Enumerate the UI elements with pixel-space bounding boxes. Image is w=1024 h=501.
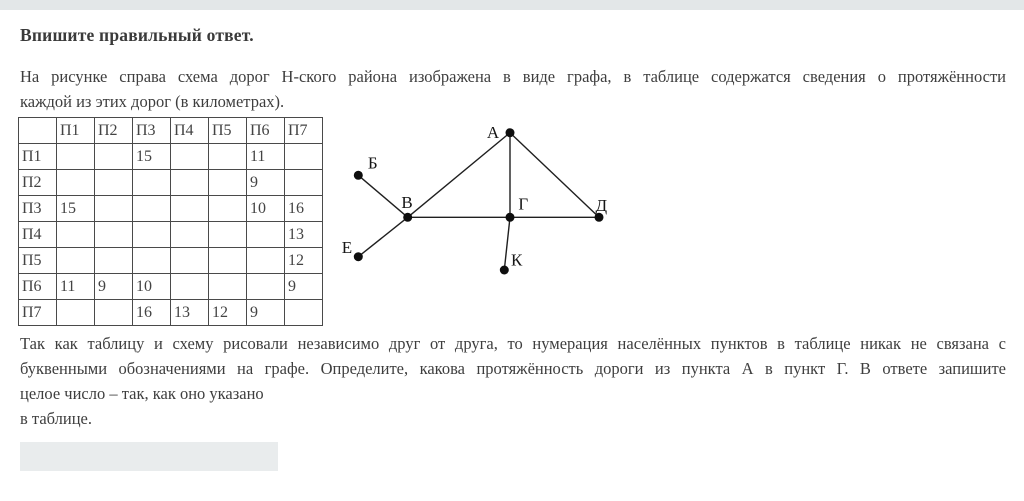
graph-vertex-label-Г: Г [518,194,529,214]
table-cell: 9 [285,274,323,300]
table-cell: 15 [57,196,95,222]
paragraph-line: в таблице. [20,409,92,428]
table-cell: П5 [209,118,247,144]
table-cell: 16 [285,196,323,222]
table-row-label: П1 [19,144,57,170]
table-row-label: П5 [19,248,57,274]
graph-vertex-Г [506,213,515,222]
table-cell: П4 [171,118,209,144]
table-cell [95,196,133,222]
table-cell: 15 [133,144,171,170]
graph-vertex-label-Д: Д [595,196,608,215]
table-cell: 11 [247,144,285,170]
table-cell [57,248,95,274]
graph-edge-В-А [408,133,510,218]
table-cell [95,222,133,248]
table-cell [209,222,247,248]
table-row [19,170,323,196]
table-cell [209,170,247,196]
table-cell: 9 [247,170,285,196]
table-cell: П7 [285,118,323,144]
graph-vertex-А [506,128,515,137]
table-cell: 9 [247,300,285,326]
table-cell [171,196,209,222]
paragraph-line: На рисунке справа схема дорог Н-ского района изображена в виде графа, в таблице содержатся сведения о протяжённости [20,67,1006,86]
top-divider-strip [0,0,1024,10]
graph-vertex-label-Б: Б [367,153,378,173]
table-row [19,300,323,326]
table-cell: 13 [171,300,209,326]
table-row-label: П3 [19,196,57,222]
table-cell [285,300,323,326]
table-row-label [19,118,57,144]
graph-vertex-В [403,213,412,222]
distance-table [18,117,323,326]
road-graph [330,115,630,290]
table-cell [247,274,285,300]
table-cell [285,170,323,196]
graph-edge-Г-К [504,217,510,270]
graph-vertex-label-А: А [486,123,500,142]
table-cell: 13 [285,222,323,248]
table-cell: П3 [133,118,171,144]
table-cell [133,196,171,222]
table-row [19,248,323,274]
graph-vertex-label-В: В [401,193,413,212]
table-row-label: П6 [19,274,57,300]
table-row [19,222,323,248]
graph-edge-Б-В [358,175,407,217]
table-cell [57,222,95,248]
table-cell [171,222,209,248]
table-row [19,196,323,222]
table-row-label: П7 [19,300,57,326]
table-cell [171,144,209,170]
answer-input[interactable] [20,442,278,471]
table-cell: 9 [95,274,133,300]
table-cell: 11 [57,274,95,300]
task-question-paragraph [20,331,1006,431]
graph-vertex-Е [354,252,363,261]
paragraph-line: целое число – так, как оно указано [20,384,264,403]
table-cell: П1 [57,118,95,144]
table-row-label: П4 [19,222,57,248]
prompt-heading: Впишите правильный ответ. [20,25,254,45]
table-cell [171,274,209,300]
table-cell: 12 [209,300,247,326]
table-cell [247,248,285,274]
table-cell: П6 [247,118,285,144]
table-header-row [19,118,323,144]
graph-vertex-К [500,266,509,275]
table-cell [209,144,247,170]
table-cell [57,300,95,326]
table-cell: 10 [133,274,171,300]
table-cell [171,248,209,274]
paragraph-line: каждой из этих дорог (в километрах). [20,92,285,111]
table-cell [133,222,171,248]
table-cell [209,274,247,300]
graph-vertex-label-К: К [511,250,523,270]
table-cell [247,222,285,248]
table-row [19,274,323,300]
table-cell [133,170,171,196]
table-cell [95,170,133,196]
table-cell [133,248,171,274]
table-cell: 10 [247,196,285,222]
table-cell: П2 [95,118,133,144]
table-cell: 12 [285,248,323,274]
table-cell [209,196,247,222]
graph-edge-Е-В [358,217,407,256]
table-cell: 16 [133,300,171,326]
graph-vertex-label-Е: Е [341,238,353,257]
task-intro-paragraph [20,64,1006,114]
table-cell [57,144,95,170]
table-cell [285,144,323,170]
table-cell [95,144,133,170]
paragraph-line: Так как таблицу и схему рисовали независимо друг от друга, то нумерация населённых пунктов в таблице никак не связана с [20,334,1006,353]
table-row-label: П2 [19,170,57,196]
graph-vertex-Б [354,171,363,180]
table-row [19,144,323,170]
paragraph-line: буквенными обозначениями на графе. Определите, какова протяжённость дороги из пункта А в пункт Г. В ответе запишите [20,359,1006,378]
table-cell [57,170,95,196]
table-cell [95,300,133,326]
table-cell [171,170,209,196]
table-cell [95,248,133,274]
table-cell [209,248,247,274]
